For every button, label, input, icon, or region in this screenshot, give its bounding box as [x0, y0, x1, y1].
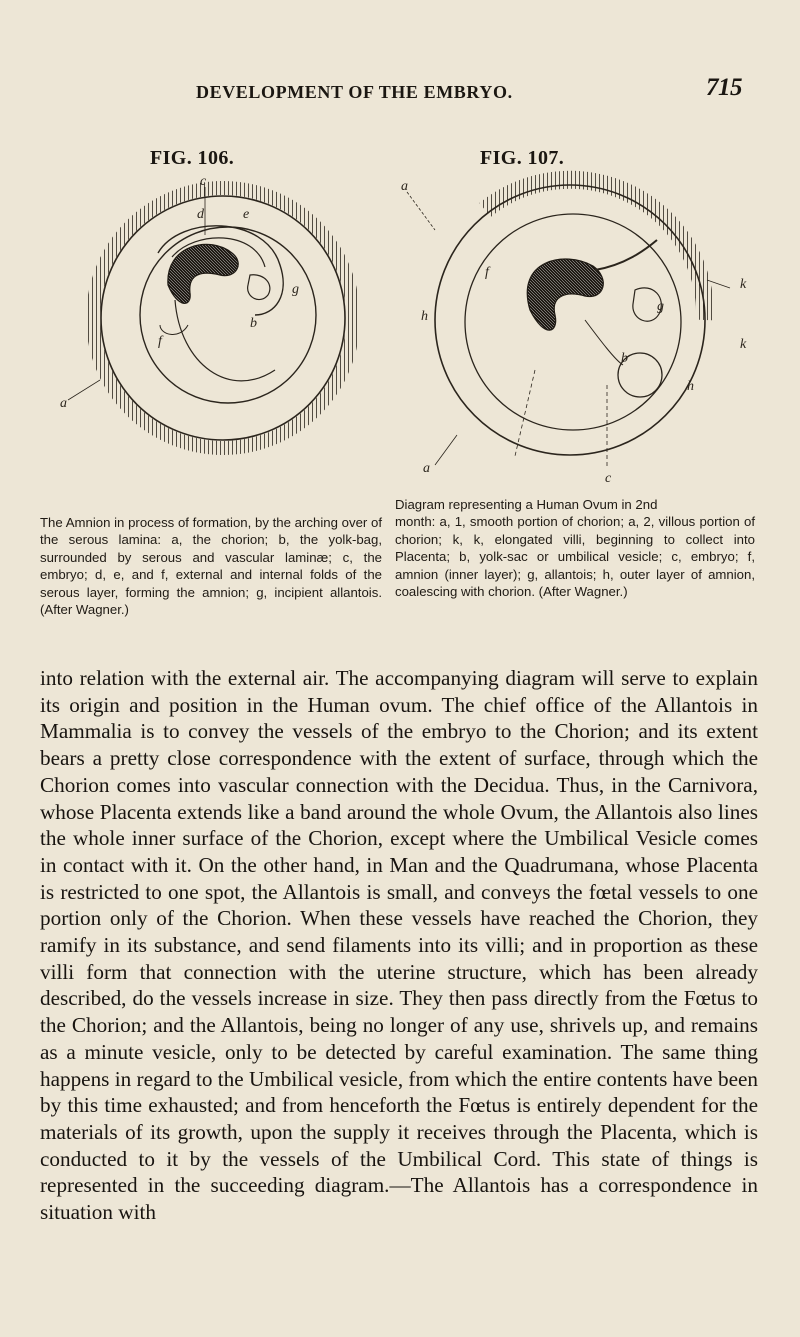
fig-107-caption-text: month: a, 1, smooth portion of chorion; a, 2, villous portion of chorion; k, k, elongated villi, beginning to collect into Placenta; b, yolk-sac or umbilical vesicle; c, embryo; f, amnion (inner layer); g, allantois; h, outer layer of amnion, coalescing with chorion. (After Wagner.)	[395, 514, 755, 600]
fig-106-caption: The Amnion in process of formation, by the arching over of the serous lamina: a, the chorion; b, the yolk-bag, surrounded by serous and vascular laminæ; c, the embryo; d, e, and f, external and internal folds of the serous layer, forming the amnion; g, incipient allantois. (After Wagner.)	[40, 515, 382, 618]
fig-107-caption	[395, 496, 755, 600]
fig-106-letter-f: f	[158, 334, 162, 349]
body-paragraph: into relation with the external air. The accompanying diagram will serve to explain its origin and position in the Human ovum. The chief office of the Allantois in Mammalia is to convey the vessels of the embryo to the Chorion; and its extent bears a pretty close correspondence with the extent of surface, through which the Chorion comes into vascular connection with the Decidua. Thus, in the Carnivora, whose Placenta extends like a band around the whole Ovum, the Allantois also lines the whole inner surface of the Chorion, except where the Umbilical Vesicle comes in contact with it. On the other hand, in Man and the Quadrumana, whose Placenta is restricted to one spot, the Allantois is small, and conveys the fœtal vessels to one portion only of the Chorion. When these vessels have reached the Chorion, they ramify in its substance, and send filaments into its villi; and in proportion as these villi form that connection with the uterine structure, which has been already described, do the vessels increase in size. They then pass directly from the Fœtus to the Chorion; and the Allantois, being no longer of any use, shrivels up, and remains as a minute vesicle, only to be detected by careful examination. The same thing happens in regard to the Umbilical vesicle, from which the entire contents have been by this time exhausted; and from henceforth the Fœtus is entirely dependent for the materials of its growth, upon the supply it receives through the Placenta, which is conducted to it by the vessels of the Umbilical Cord. This state of things is represented in the succeeding diagram.—The Allantois has a correspondence in situation with	[40, 666, 758, 1225]
fig-107-letter-a: a	[401, 179, 408, 194]
fig-106-allantois	[248, 275, 270, 300]
fig-106-letter-a: a	[60, 396, 67, 411]
fig-107-caption-title: Diagram representing a Human Ovum in 2nd	[395, 497, 658, 512]
fig-107-letter-a-bottom: a	[423, 461, 430, 476]
fig-107-label: FIG. 107.	[480, 147, 565, 169]
fig-107-letter-k-top: k	[740, 277, 747, 292]
running-head: DEVELOPMENT OF THE EMBRYO.	[196, 82, 513, 102]
fig-107-embryo	[527, 259, 603, 330]
fig-107-letter-f: f	[485, 265, 489, 280]
fig-107-letter-b: b	[621, 351, 628, 366]
fig-106-letter-g: g	[292, 282, 299, 297]
page-number: 715	[706, 74, 742, 101]
fig-106-letter-d: d	[197, 207, 204, 222]
fig-107-letter-g: g	[657, 299, 664, 314]
fig-107-letter-h-bottom: h	[687, 379, 694, 394]
fig-106-letter-e: e	[243, 207, 250, 222]
fig-106-letter-c: c	[200, 174, 207, 189]
fig-107-letter-k-right: k	[740, 337, 747, 352]
fig-106-label: FIG. 106.	[150, 147, 235, 169]
fig-107-diagram	[395, 170, 755, 490]
fig-106-diagram	[60, 175, 390, 465]
fig-106-letter-b: b	[250, 316, 257, 331]
fig-107-letter-c: c	[605, 471, 612, 486]
fig-107-letter-h-left: h	[421, 309, 428, 324]
fig-107-villi	[485, 180, 705, 320]
fig-106-embryo	[168, 244, 238, 303]
